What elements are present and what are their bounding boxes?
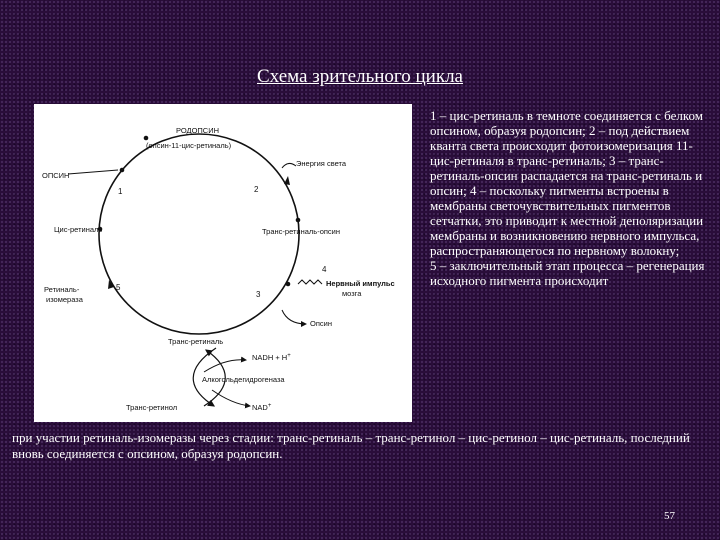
isomerase-label-2: изомераза <box>46 295 83 304</box>
node-dot <box>120 168 125 173</box>
opsin-right-arrow <box>282 310 306 324</box>
impulse-zigzag <box>298 280 322 284</box>
light-energy-label: Энергия света <box>296 159 347 168</box>
step-number-3: 3 <box>256 290 261 299</box>
page-number: 57 <box>664 510 675 522</box>
cis-retinal-label: Цис-ретиналь <box>54 225 103 234</box>
rhodopsin-complex-label: (опсин-11-цис-ретиналь) <box>146 141 232 150</box>
node-dot <box>144 136 149 141</box>
step-number-2: 2 <box>254 185 259 194</box>
step-number-5: 5 <box>116 283 121 292</box>
alcohol-dehydrogenase-label: Алкогольдегидрогеназа <box>202 375 285 384</box>
node-dot <box>296 218 301 223</box>
trans-retinal-label: Транс-ретиналь <box>168 337 224 346</box>
rhodopsin-label: РОДОПСИН <box>176 126 220 135</box>
step-number-4: 4 <box>322 265 327 274</box>
visual-cycle-diagram <box>34 104 412 422</box>
opsin-arrow <box>68 170 118 174</box>
isomerase-label: Ретиналь- <box>44 285 80 294</box>
nadh-label: NADH + H+ <box>252 353 291 362</box>
opsin-right-label: Опсин <box>310 319 332 328</box>
cycle-description: 1 – цис-ретиналь в темноте соединяется с белком опсином, образуя родопсин; 2 – под действием кванта света происходит фотоизомеризация 11-цис-ретиналя в транс-ретиналь; 3 – транс-ретиналь-опсин распадается на транс-ретиналь и опсин; 4 – поскольку пигменты встроены в мембраны светочувствительных пигментов сетчатки, это приводит к местной деполяризации мембраны и возникновению нервного импульса, распространяющегося по нервному волокну; 5 – заключительный этап процесса – регенерация исходного пигмента происходит <box>430 108 705 288</box>
nadh-arrow <box>204 360 246 372</box>
trans-retinol-label: Транс-ретинол <box>126 403 178 412</box>
trans-retinal-opsin-label: Транс-ретиналь-опсин <box>262 227 341 236</box>
nerve-impulse-label: Нервный импульс <box>326 279 395 288</box>
slide-title: Схема зрительного цикла <box>257 66 463 87</box>
nad-label: NAD+ <box>252 403 272 412</box>
cycle-description-continued: при участии ретиналь-изомеразы через стадии: транс-ретиналь – транс-ретинол – цис-ретинол – цис-ретиналь, последний вновь соединяется с опсином, образуя родопсин. <box>12 430 690 461</box>
diagram-svg <box>34 104 412 422</box>
nerve-impulse-label-2: мозга <box>342 289 362 298</box>
light-arrow <box>282 163 296 168</box>
step-number-1: 1 <box>118 187 123 196</box>
node-dot <box>286 282 291 287</box>
cycle-arrowhead <box>284 176 290 185</box>
opsin-left-label: ОПСИН <box>42 171 70 180</box>
nad-arrow <box>212 390 250 406</box>
